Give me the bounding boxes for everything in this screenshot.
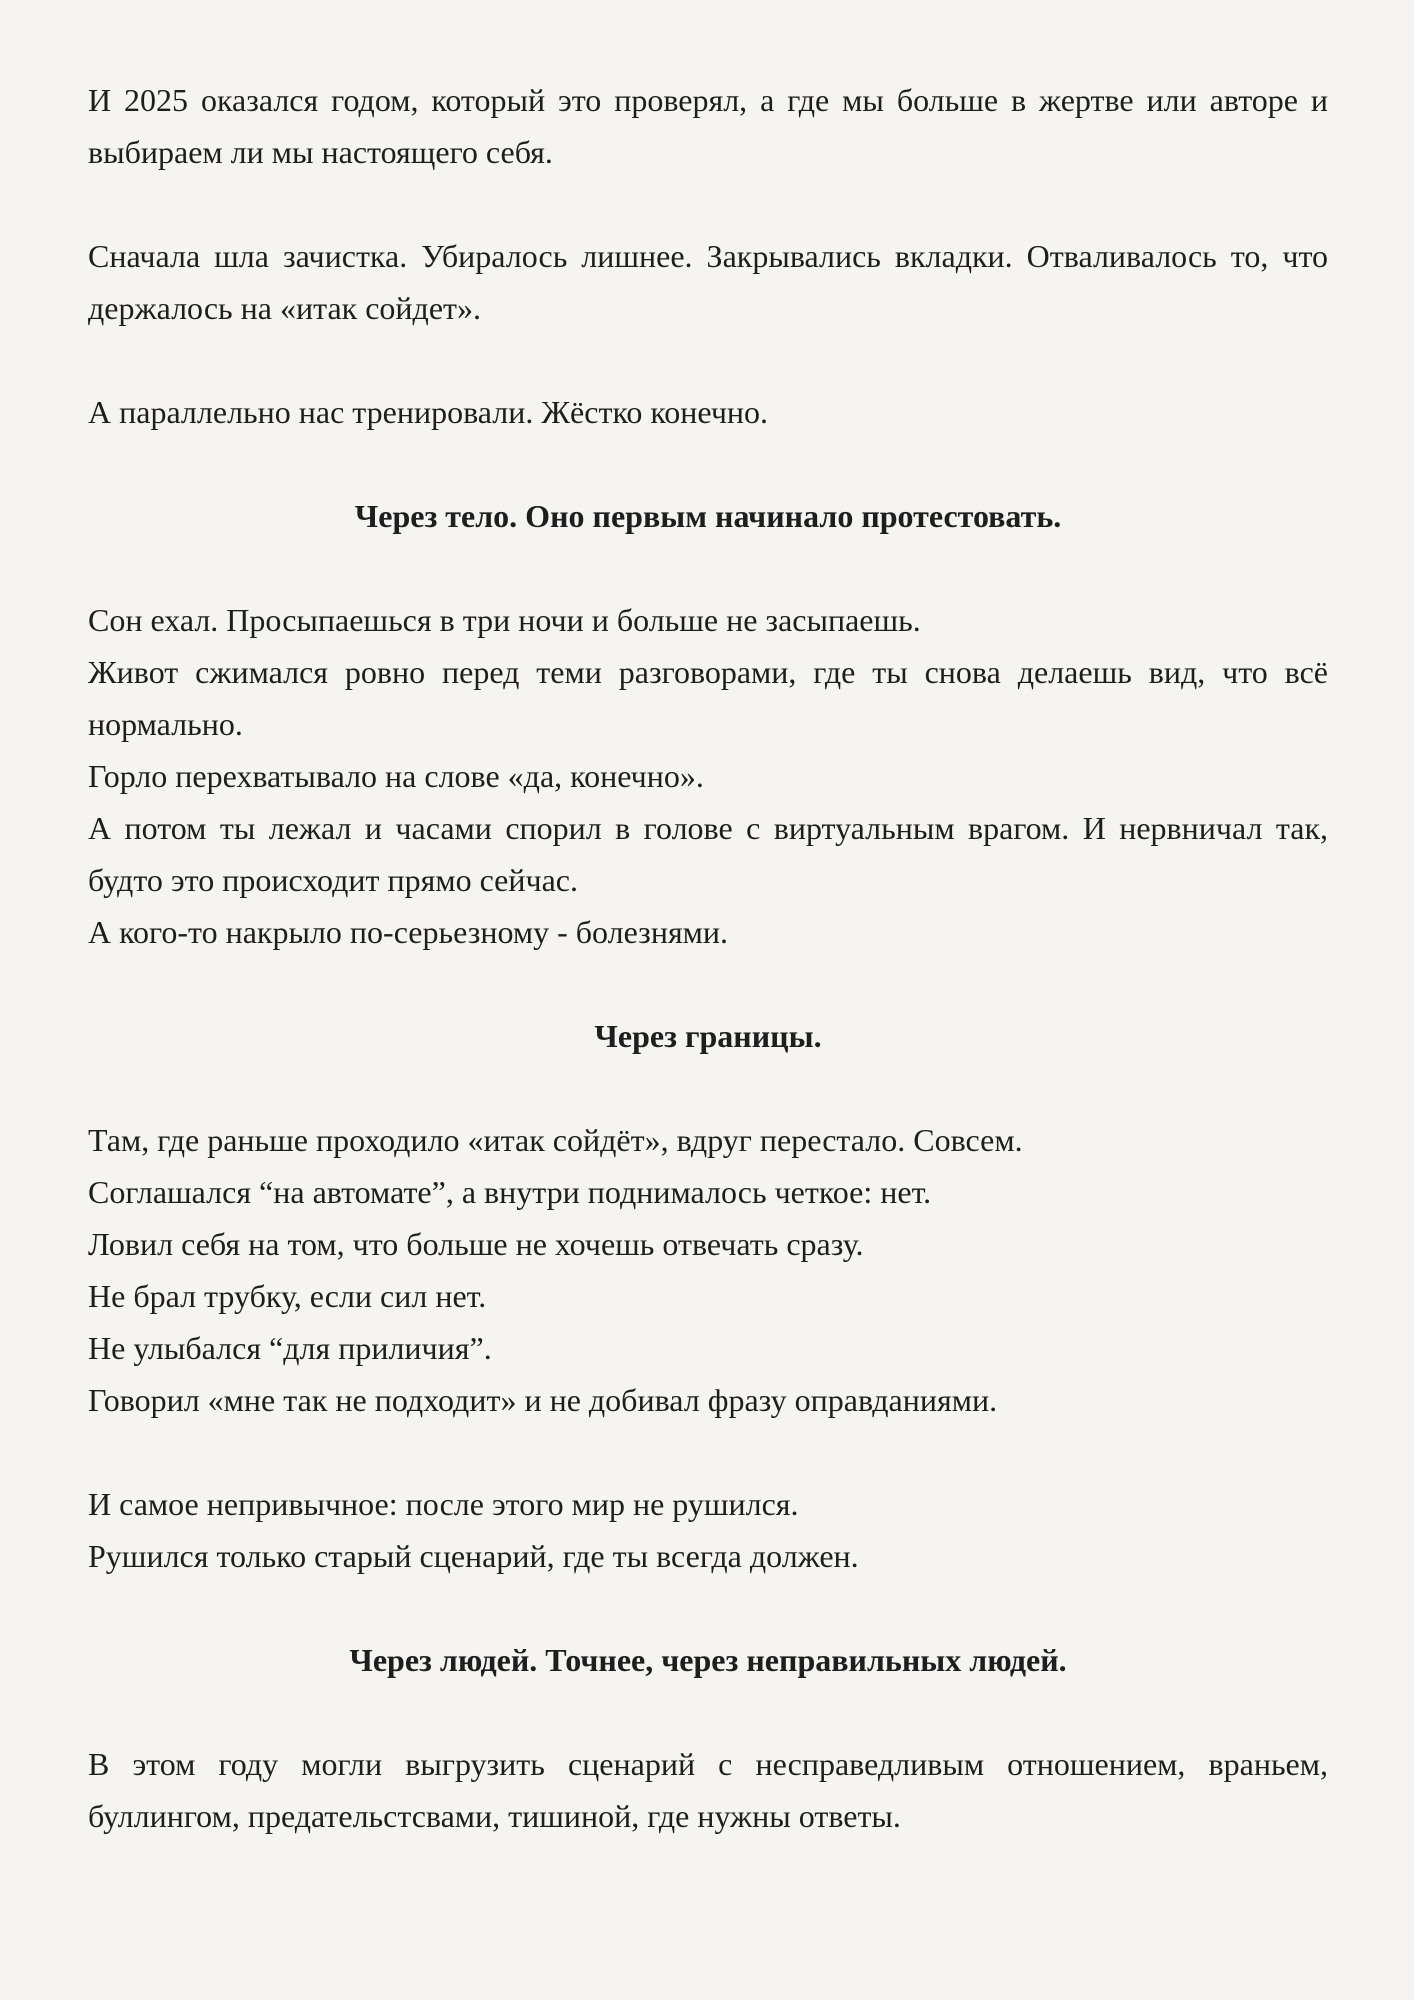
boundaries-line-8: Рушился только старый сценарий, где ты всегда должен. (88, 1538, 859, 1574)
body-section-text (88, 594, 1328, 958)
spacer (88, 1062, 1328, 1114)
intro-paragraph-1: И 2025 оказался годом, который это проверял, а где мы больше в жертве или авторе и выбираем ли мы настоящего себя. (88, 82, 1328, 170)
intro-paragraph-2: Сначала шла зачистка. Убиралось лишнее. Закрывались вкладки. Отваливалось то, что держалось на «итак сойдет». (88, 238, 1328, 326)
section-heading-people: Через людей. Точнее, через неправильных людей. (349, 1642, 1067, 1678)
boundaries-line-1: Там, где раньше проходило «итак сойдёт», вдруг перестало. Совсем. (88, 1122, 1023, 1158)
spacer (88, 1426, 1328, 1478)
spacer (88, 334, 1328, 386)
body-line-1: Сон ехал. Просыпаешься в три ночи и больше не засыпаешь. (88, 602, 921, 638)
boundaries-line-7: И самое непривычное: после этого мир не рушился. (88, 1486, 799, 1522)
body-line-5: А кого-то накрыло по-серьезному - болезнями. (88, 914, 729, 950)
people-paragraph-1: В этом году могли выгрузить сценарий с несправедливым отношением, враньем, буллингом, предательстсвами, тишиной, где нужны ответы. (88, 1746, 1328, 1834)
boundaries-section-text-2 (88, 1478, 1328, 1582)
body-line-3: Горло перехватывало на слове «да, конечно». (88, 758, 704, 794)
section-heading-body: Через тело. Оно первым начинало протестовать. (354, 498, 1062, 534)
boundaries-line-3: Ловил себя на том, что больше не хочешь отвечать сразу. (88, 1226, 864, 1262)
body-line-4: А потом ты лежал и часами спорил в голове с виртуальным врагом. И нервничал так, будто это происходит прямо сейчас. (88, 810, 1328, 898)
section-heading-boundaries: Через границы. (594, 1018, 822, 1054)
boundaries-line-4: Не брал трубку, если сил нет. (88, 1278, 487, 1314)
spacer (88, 438, 1328, 490)
boundaries-line-6: Говорил «мне так не подходит» и не добивал фразу оправданиями. (88, 1382, 998, 1418)
boundaries-section-text (88, 1114, 1328, 1426)
boundaries-line-2: Соглашался “на автомате”, а внутри поднималось четкое: нет. (88, 1174, 932, 1210)
boundaries-line-5: Не улыбался “для приличия”. (88, 1330, 492, 1366)
spacer (88, 1686, 1328, 1738)
document-page (88, 74, 1328, 1842)
spacer (88, 542, 1328, 594)
spacer (88, 958, 1328, 1010)
spacer (88, 1582, 1328, 1634)
intro-paragraph-3: А параллельно нас тренировали. Жёстко конечно. (88, 394, 769, 430)
spacer (88, 178, 1328, 230)
body-line-2: Живот сжимался ровно перед теми разговорами, где ты снова делаешь вид, что всё нормально. (88, 654, 1328, 742)
